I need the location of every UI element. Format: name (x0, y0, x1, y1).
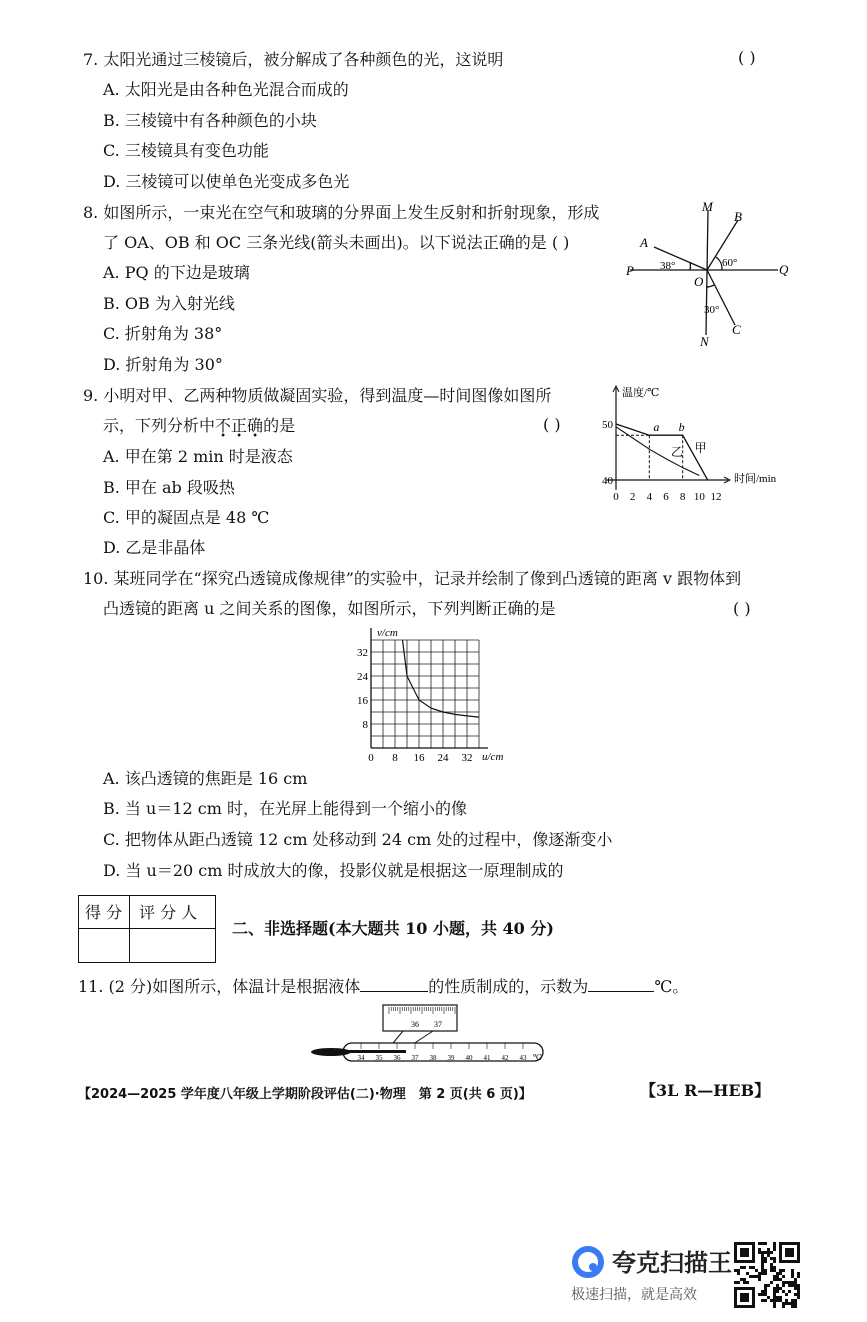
qr-module (788, 1284, 791, 1287)
qr-finder-core (740, 1293, 749, 1302)
q10-option-c: C. 把物体从距凸透镜 12 cm 处移动到 24 cm 处的过程中，像逐渐变小 (103, 830, 613, 849)
qr-module (782, 1305, 785, 1308)
qr-module (785, 1281, 788, 1284)
q10-stem-line1: 10. 某班同学在“探究凸透镜成像规律”的实验中，记录并绘制了像到凸透镜的距离 v 跟物体到 (83, 569, 742, 588)
label-n: N (700, 334, 709, 349)
q10-lens-image-chart (345, 622, 515, 770)
qr-module (749, 1275, 752, 1278)
scale-label-38: 38 (429, 1054, 437, 1062)
qr-module (746, 1272, 749, 1275)
qr-module (770, 1251, 773, 1254)
x-tick-0: 0 (368, 752, 374, 764)
qr-module (785, 1299, 788, 1302)
qr-module (797, 1293, 800, 1296)
q10-stem-line2: 凸透镜的距离 u 之间关系的图像，如图所示，下列判断正确的是 (103, 599, 556, 618)
qr-module (752, 1275, 755, 1278)
scale-label-37: 37 (411, 1054, 419, 1062)
qr-module (791, 1272, 794, 1275)
qr-module (797, 1275, 800, 1278)
qr-module (764, 1272, 767, 1275)
x-tick-0: 0 (613, 491, 619, 503)
qr-module (776, 1296, 779, 1299)
qr-module (761, 1251, 764, 1254)
label-m: M (702, 199, 713, 214)
footer-right: 【3L R—HEB】 (640, 1081, 771, 1100)
label-o: O (694, 274, 704, 289)
qr-module (752, 1266, 755, 1269)
qr-module (773, 1290, 776, 1293)
qr-module (776, 1272, 779, 1275)
label-p: P (626, 263, 634, 278)
qr-module (764, 1290, 767, 1293)
qr-module (791, 1281, 794, 1284)
qr-module (740, 1266, 743, 1269)
y-tick-40: 40 (602, 475, 613, 487)
qr-module (770, 1263, 773, 1266)
qr-module (761, 1263, 764, 1266)
q10-option-a: A. 该凸透镜的焦距是 16 cm (103, 769, 308, 788)
q7-option-a: A. 太阳光是由各种色光混合而成的 (103, 80, 349, 99)
qr-module (770, 1266, 773, 1269)
qr-module (785, 1293, 788, 1296)
qr-module (743, 1266, 746, 1269)
qr-code[interactable] (734, 1242, 800, 1308)
qr-module (791, 1269, 794, 1272)
label-q: Q (779, 262, 789, 277)
qr-module (773, 1257, 776, 1260)
x-axis-label: u/cm (482, 751, 504, 763)
y-tick-50: 50 (602, 419, 613, 431)
x-tick-16: 16 (413, 752, 425, 764)
x-tick-24: 24 (437, 752, 449, 764)
qr-module (788, 1281, 791, 1284)
grader-header: 评 分 人 (139, 903, 198, 922)
qr-module (776, 1275, 779, 1278)
qr-module (761, 1254, 764, 1257)
qr-module (782, 1290, 785, 1293)
qr-module (797, 1284, 800, 1287)
qr-module (767, 1254, 770, 1257)
qr-module (779, 1287, 782, 1290)
qr-module (782, 1269, 785, 1272)
qr-module (734, 1269, 737, 1272)
qr-module (764, 1284, 767, 1287)
qr-module (764, 1299, 767, 1302)
y-tick-24: 24 (357, 671, 368, 683)
qr-module (776, 1290, 779, 1293)
qr-module (758, 1248, 761, 1251)
qr-module (782, 1302, 785, 1305)
q7-option-d: D. 三棱镜可以使单色光变成多色光 (103, 172, 350, 191)
qr-module (767, 1248, 770, 1251)
scale-label-36: 36 (393, 1054, 401, 1062)
x-tick-12: 12 (710, 491, 722, 503)
qr-module (761, 1242, 764, 1245)
qr-module (758, 1278, 761, 1281)
qr-module (791, 1275, 794, 1278)
scale-unit: ℃ (533, 1053, 542, 1062)
qr-module (782, 1275, 785, 1278)
qr-module (791, 1302, 794, 1305)
qr-module (767, 1296, 770, 1299)
qr-module (773, 1302, 776, 1305)
qr-module (773, 1245, 776, 1248)
qr-module (746, 1281, 749, 1284)
x-tick-32: 32 (461, 752, 473, 764)
watermark-brand: 夸克扫描王 (612, 1249, 732, 1277)
qr-module (791, 1299, 794, 1302)
scale-label-43: 43 (519, 1054, 527, 1062)
qr-module (758, 1293, 761, 1296)
point-a-label: a (653, 420, 660, 435)
q8-stem-line1: 8. 如图所示，一束光在空气和玻璃的分界面上发生反射和折射现象，形成 (83, 203, 600, 222)
scale-label-41: 41 (483, 1054, 491, 1062)
thermometer-figure (303, 1003, 553, 1068)
point-b-label: b (678, 420, 685, 435)
qr-module (773, 1296, 776, 1299)
qr-module (797, 1290, 800, 1293)
qr-module (761, 1290, 764, 1293)
qr-module (761, 1257, 764, 1260)
x-tick-8: 8 (679, 491, 686, 503)
x-tick-8: 8 (392, 752, 398, 764)
scale-label-40: 40 (465, 1054, 473, 1062)
qr-module (758, 1251, 761, 1254)
qr-module (770, 1257, 773, 1260)
qr-module (761, 1266, 764, 1269)
qr-module (773, 1248, 776, 1251)
q9-stem-line1: 9. 小明对甲、乙两种物质做凝固实验，得到温度—时间图像如图所 (83, 386, 552, 405)
qr-module (764, 1269, 767, 1272)
qr-module (755, 1275, 758, 1278)
zoom-tick-label-36: 36 (411, 1020, 419, 1029)
zoom-tick-label-37: 37 (434, 1020, 442, 1029)
qr-finder-core (740, 1248, 749, 1257)
qr-module (794, 1281, 797, 1284)
score-header: 得 分 (85, 903, 123, 922)
qr-module (764, 1251, 767, 1254)
q7-option-b: B. 三棱镜中有各种颜色的小块 (103, 111, 317, 130)
q9-option-b: B. 甲在 ab 段吸热 (103, 478, 235, 497)
qr-module (797, 1296, 800, 1299)
q9-option-d: D. 乙是非晶体 (103, 538, 206, 557)
angle-label-60: 60° (722, 257, 738, 269)
x-axis-label: 时间/min (734, 473, 777, 485)
qr-module (773, 1305, 776, 1308)
qr-module (758, 1275, 761, 1278)
qr-module (794, 1302, 797, 1305)
q8-option-c: C. 折射角为 38° (103, 324, 223, 343)
q9-temperature-time-chart (596, 382, 796, 507)
scale-label-39: 39 (447, 1054, 455, 1062)
qr-module (737, 1281, 740, 1284)
footer-left: 【2024—2025 学年度八年级上学期阶段评估(二)·物理 第 2 页(共 6 页)】 (78, 1087, 532, 1102)
qr-module (779, 1278, 782, 1281)
q7-stem: 7. 太阳光通过三棱镜后，被分解成了各种颜色的光，这说明 (83, 50, 504, 69)
q10-option-d: D. 当 u＝20 cm 时成放大的像，投影仪就是根据这一原理制成的 (103, 861, 564, 880)
label-c: C (732, 322, 741, 337)
qr-module (761, 1272, 764, 1275)
q7-answer-paren: ( ) (738, 48, 756, 67)
qr-module (776, 1287, 779, 1290)
qr-module (797, 1287, 800, 1290)
q9-option-a: A. 甲在第 2 min 时是液态 (103, 447, 293, 466)
ray-oc (707, 270, 735, 325)
qr-module (773, 1287, 776, 1290)
qr-module (773, 1293, 776, 1296)
qr-module (764, 1260, 767, 1263)
q10-answer-paren: ( ) (733, 599, 751, 618)
qr-module (743, 1281, 746, 1284)
q11-blank-reading[interactable] (588, 991, 654, 992)
qr-module (758, 1272, 761, 1275)
qr-module (776, 1278, 779, 1281)
qr-module (764, 1242, 767, 1245)
qr-module (785, 1302, 788, 1305)
qr-module (743, 1278, 746, 1281)
q9-stem-line2: 示，下列分析中不正确的是 (103, 416, 296, 435)
qr-module (758, 1242, 761, 1245)
qr-module (764, 1257, 767, 1260)
qr-module (773, 1278, 776, 1281)
series-yi-label: 乙 (671, 445, 684, 459)
qr-module (794, 1293, 797, 1296)
qr-module (761, 1260, 764, 1263)
q8-option-b: B. OB 为入射光线 (103, 294, 235, 313)
qr-module (773, 1260, 776, 1263)
qr-module (737, 1272, 740, 1275)
qr-module (767, 1251, 770, 1254)
q11-stem: 11. (2 分)如图所示，体温计是根据液体 的性质制成的，示数为 ℃。 (78, 977, 689, 996)
qr-finder-core (785, 1248, 794, 1257)
y-tick-32: 32 (357, 647, 368, 659)
score-table (78, 895, 216, 963)
section-2-title: 二、非选择题(本大题共 10 小题，共 40 分) (232, 919, 554, 938)
q8-option-a: A. PQ 的下边是玻璃 (103, 263, 250, 282)
qr-module (782, 1284, 785, 1287)
qr-module (749, 1266, 752, 1269)
series-jia-label: 甲 (694, 441, 707, 456)
scale-label-34: 34 (357, 1054, 365, 1062)
qr-module (773, 1269, 776, 1272)
label-b: B (734, 209, 742, 224)
qr-module (770, 1269, 773, 1272)
x-tick-6: 6 (663, 491, 669, 503)
qr-module (776, 1299, 779, 1302)
qr-module (761, 1293, 764, 1296)
qr-module (773, 1299, 776, 1302)
qr-module (788, 1290, 791, 1293)
qr-module (794, 1284, 797, 1287)
qr-module (794, 1278, 797, 1281)
qr-module (770, 1281, 773, 1284)
watermark-slogan: 极速扫描，就是高效 (571, 1287, 697, 1303)
qr-module (755, 1269, 758, 1272)
q10-option-b: B. 当 u＝12 cm 时，在光屏上能得到一个缩小的像 (103, 799, 467, 818)
qr-module (794, 1305, 797, 1308)
qr-module (773, 1242, 776, 1245)
q8-option-d: D. 折射角为 30° (103, 355, 223, 374)
scale-label-35: 35 (375, 1054, 383, 1062)
qr-module (740, 1278, 743, 1281)
qr-module (779, 1296, 782, 1299)
label-a: A (640, 235, 648, 250)
mercury-column (343, 1050, 406, 1053)
q7-option-c: C. 三棱镜具有变色功能 (103, 141, 269, 160)
x-tick-2: 2 (629, 491, 636, 503)
qr-module (779, 1272, 782, 1275)
qr-module (773, 1275, 776, 1278)
qr-module (782, 1281, 785, 1284)
qr-module (779, 1269, 782, 1272)
angle-label-30: 30° (704, 304, 720, 316)
y-tick-8: 8 (362, 719, 368, 731)
y-axis-label: v/cm (377, 627, 398, 639)
qr-module (794, 1287, 797, 1290)
q9-option-c: C. 甲的凝固点是 48 ℃ (103, 508, 270, 527)
x-tick-10: 10 (693, 491, 705, 503)
qr-module (773, 1266, 776, 1269)
scanner-logo-icon (571, 1245, 605, 1279)
q8-stem-line2: 了 OA、OB 和 OC 三条光线(箭头未画出)。以下说法正确的是 ( ) (103, 233, 570, 252)
qr-module (770, 1299, 773, 1302)
q11-blank-property[interactable] (360, 991, 428, 992)
q8-light-ray-figure (618, 195, 798, 350)
qr-module (767, 1284, 770, 1287)
qr-module (779, 1299, 782, 1302)
qr-module (797, 1272, 800, 1275)
angle-label-38: 38° (660, 260, 676, 272)
qr-module (761, 1299, 764, 1302)
qr-module (794, 1299, 797, 1302)
qr-module (737, 1269, 740, 1272)
x-tick-4: 4 (646, 491, 653, 503)
qr-module (764, 1293, 767, 1296)
qr-module (776, 1284, 779, 1287)
qr-module (761, 1269, 764, 1272)
qr-module (788, 1302, 791, 1305)
q9-answer-paren: ( ) (543, 415, 561, 434)
scale-label-42: 42 (501, 1054, 509, 1062)
y-tick-16: 16 (357, 695, 368, 707)
qr-module (764, 1287, 767, 1290)
qr-module (734, 1281, 737, 1284)
y-axis-label: 温度/℃ (622, 387, 660, 399)
qr-module (791, 1305, 794, 1308)
qr-module (791, 1284, 794, 1287)
